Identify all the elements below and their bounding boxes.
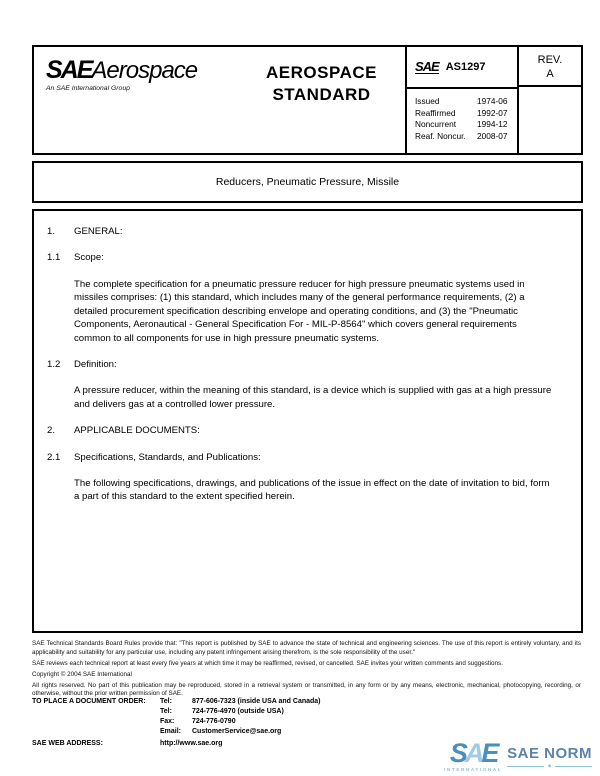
sae-norm-watermark bbox=[444, 738, 592, 772]
date-row-noncurrent: Noncurrent 1994-12 bbox=[415, 119, 508, 130]
section-heading-2-1: 2.1 Specifications, Standards, and Publications: bbox=[47, 451, 261, 463]
legal-line-review: SAE reviews each technical report at least every five years at which time it may be reaffirmed, revised, or cancelled. SAE invites your written comments and suggestions. bbox=[32, 659, 503, 667]
date-row-issued: Issued 1974-06 bbox=[415, 96, 508, 106]
document-order-block bbox=[32, 697, 462, 749]
doc-number-column bbox=[405, 47, 517, 153]
header-right bbox=[405, 47, 581, 153]
document-title: Reducers, Pneumatic Pressure, Missile bbox=[215, 176, 400, 188]
body-box bbox=[32, 209, 583, 633]
watermark-name: SAE NORM bbox=[507, 745, 592, 763]
section-paragraph-definition: A pressure reducer, within the meaning of this standard, is a device which is supplied with gas at a high pressure and delivers gas at a controlled lower pressure. bbox=[74, 385, 552, 410]
legal-line-rights: All rights reserved. No part of this publication may be reproduced, stored in a retrieval system or transmitted, in any form or by any means, electronic, mechanical, photocopying, recording, or otherwise, without the prior written permission of SAE. bbox=[32, 681, 581, 698]
legal-fine-print bbox=[32, 640, 581, 701]
doc-number-cell bbox=[407, 47, 517, 89]
header-box bbox=[32, 45, 583, 155]
web-address-label: SAE WEB ADDRESS: bbox=[32, 739, 103, 747]
doc-type-line2: STANDARD bbox=[272, 85, 371, 105]
order-row-tel1: TO PLACE A DOCUMENT ORDER: Tel: 877-606-7323 (inside USA and Canada) bbox=[32, 697, 462, 707]
order-label: TO PLACE A DOCUMENT ORDER: bbox=[32, 698, 146, 705]
web-address-row bbox=[32, 739, 462, 749]
order-row-email: Email: CustomerService@sae.org bbox=[160, 728, 282, 736]
revision-dates bbox=[407, 89, 517, 142]
watermark-international-label: INTERNATIONAL bbox=[444, 767, 503, 772]
sae-norm-logo-mark: SAE INTERNATIONAL bbox=[444, 738, 503, 772]
logo-tagline: An SAE International Group bbox=[46, 85, 130, 92]
aerospace-logo-text: Aerospace bbox=[91, 57, 198, 84]
web-address-value: http://www.sae.org bbox=[160, 739, 223, 747]
section-heading-2: 2. APPLICABLE DOCUMENTS: bbox=[47, 425, 200, 437]
sae-mark-small: SAE bbox=[415, 59, 439, 74]
section-heading-1-1: 1.1 Scope: bbox=[47, 252, 104, 264]
doc-number: AS1297 bbox=[445, 61, 486, 73]
legal-line-rules: SAE Technical Standards Board Rules provide that: "This report is published by SAE to advance the state of technical and engineering sciences. The use of this report is entirely voluntary, and its applicability and suitability for any particular use, including any patent infringement arising therefrom, is the sole responsibility of the user." bbox=[32, 640, 581, 656]
order-row-fax: Fax: 724-776-0790 bbox=[160, 718, 236, 726]
date-row-reaffirmed: Reaffirmed 1992-07 bbox=[415, 107, 508, 118]
section-paragraph-scope: The complete specification for a pneumatic pressure reducer for high pressure pneumatic systems used in missiles comprises: (1) this standard, which includes many of the general performance requirements, (2) a detailed procurement specification describing envelope and operating conditions, and (3) the "Pneumatic Components, Aeronautical - General Specification For - MIL-P-8564" which covers general requirements common to all components for use in high pressure pneumatic systems. bbox=[74, 278, 525, 344]
revision-column bbox=[517, 47, 581, 153]
title-bar bbox=[32, 161, 583, 203]
header-left bbox=[34, 47, 405, 153]
section-paragraph-specifications: The following specifications, drawings, and publications of the issue in effect on the date of invitation to bid, form a part of this standard to the extent specified herein. bbox=[74, 478, 550, 503]
watermark-tagline-rule: ◆ bbox=[507, 764, 592, 769]
document-type-title bbox=[238, 47, 405, 153]
doc-type-line1: AEROSPACE bbox=[266, 63, 377, 82]
rev-label: REV. bbox=[537, 54, 563, 66]
sae-logo-text: SAE bbox=[46, 56, 92, 84]
sae-aerospace-logo bbox=[34, 47, 238, 153]
section-heading-1-2: 1.2 Definition: bbox=[47, 358, 117, 370]
copyright-line: Copyright © 2004 SAE International bbox=[32, 670, 132, 678]
section-heading-1: 1. GENERAL: bbox=[47, 226, 123, 237]
date-row-reaf-noncur: Reaf. Noncur. 2008-07 bbox=[415, 130, 508, 141]
rev-value: A bbox=[546, 68, 554, 81]
order-row-tel2: Tel: 724-776-4970 (outside USA) bbox=[160, 708, 284, 716]
revision-cell bbox=[519, 47, 581, 87]
